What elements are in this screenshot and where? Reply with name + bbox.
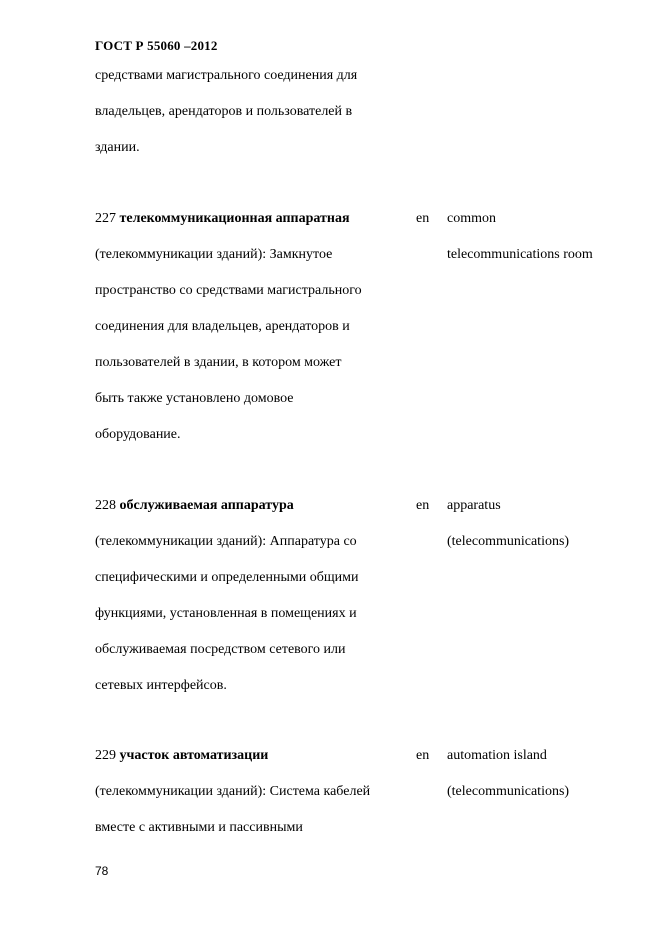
- term-entry-heading: [95, 748, 268, 764]
- english-term-line: (telecommunications): [447, 784, 570, 799]
- english-term-line: automation island: [447, 748, 547, 763]
- definition-line: специфическими и определенными общими: [95, 570, 359, 585]
- definition-line: оборудование.: [95, 427, 181, 442]
- english-term-line: telecommunications room: [447, 247, 593, 262]
- definition-line: быть также установлено домовое: [95, 391, 294, 406]
- definition-line: пространство со средствами магистрального: [95, 283, 362, 298]
- term-number: 227: [95, 211, 116, 226]
- definition-line: пользователей в здании, в котором может: [95, 355, 342, 370]
- definition-line: функциями, установленная в помещениях и: [95, 606, 357, 621]
- english-term-line: apparatus: [447, 498, 501, 513]
- definition-line: соединения для владельцев, арендаторов и: [95, 319, 350, 334]
- definition-line: (телекоммуникации зданий): Система кабелей: [95, 784, 371, 799]
- english-term-line: (telecommunications): [447, 534, 570, 549]
- english-term-line: common: [447, 211, 496, 226]
- term-number: 229: [95, 748, 116, 763]
- page-number: 78: [95, 864, 109, 878]
- definition-line: сетевых интерфейсов.: [95, 678, 227, 693]
- continuation-line: здании.: [95, 140, 140, 155]
- continuation-line: средствами магистрального соединения для: [95, 68, 358, 83]
- term-title: телекоммуникационная аппаратная: [119, 211, 350, 226]
- definition-line: вместе с активными и пассивными: [95, 820, 303, 835]
- term-number: 228: [95, 498, 116, 513]
- standard-header: ГОСТ Р 55060 –2012: [95, 38, 218, 53]
- term-entry-heading: [95, 498, 294, 514]
- language-code: en: [416, 748, 430, 763]
- term-title: участок автоматизации: [119, 748, 269, 763]
- language-code: en: [416, 498, 430, 513]
- term-entry-heading: [95, 211, 350, 227]
- definition-line: обслуживаемая посредством сетевого или: [95, 642, 346, 657]
- definition-line: (телекоммуникации зданий): Аппаратура со: [95, 534, 357, 549]
- definition-line: (телекоммуникации зданий): Замкнутое: [95, 247, 333, 262]
- language-code: en: [416, 211, 430, 226]
- term-title: обслуживаемая аппаратура: [119, 498, 294, 513]
- continuation-line: владельцев, арендаторов и пользователей в: [95, 104, 353, 119]
